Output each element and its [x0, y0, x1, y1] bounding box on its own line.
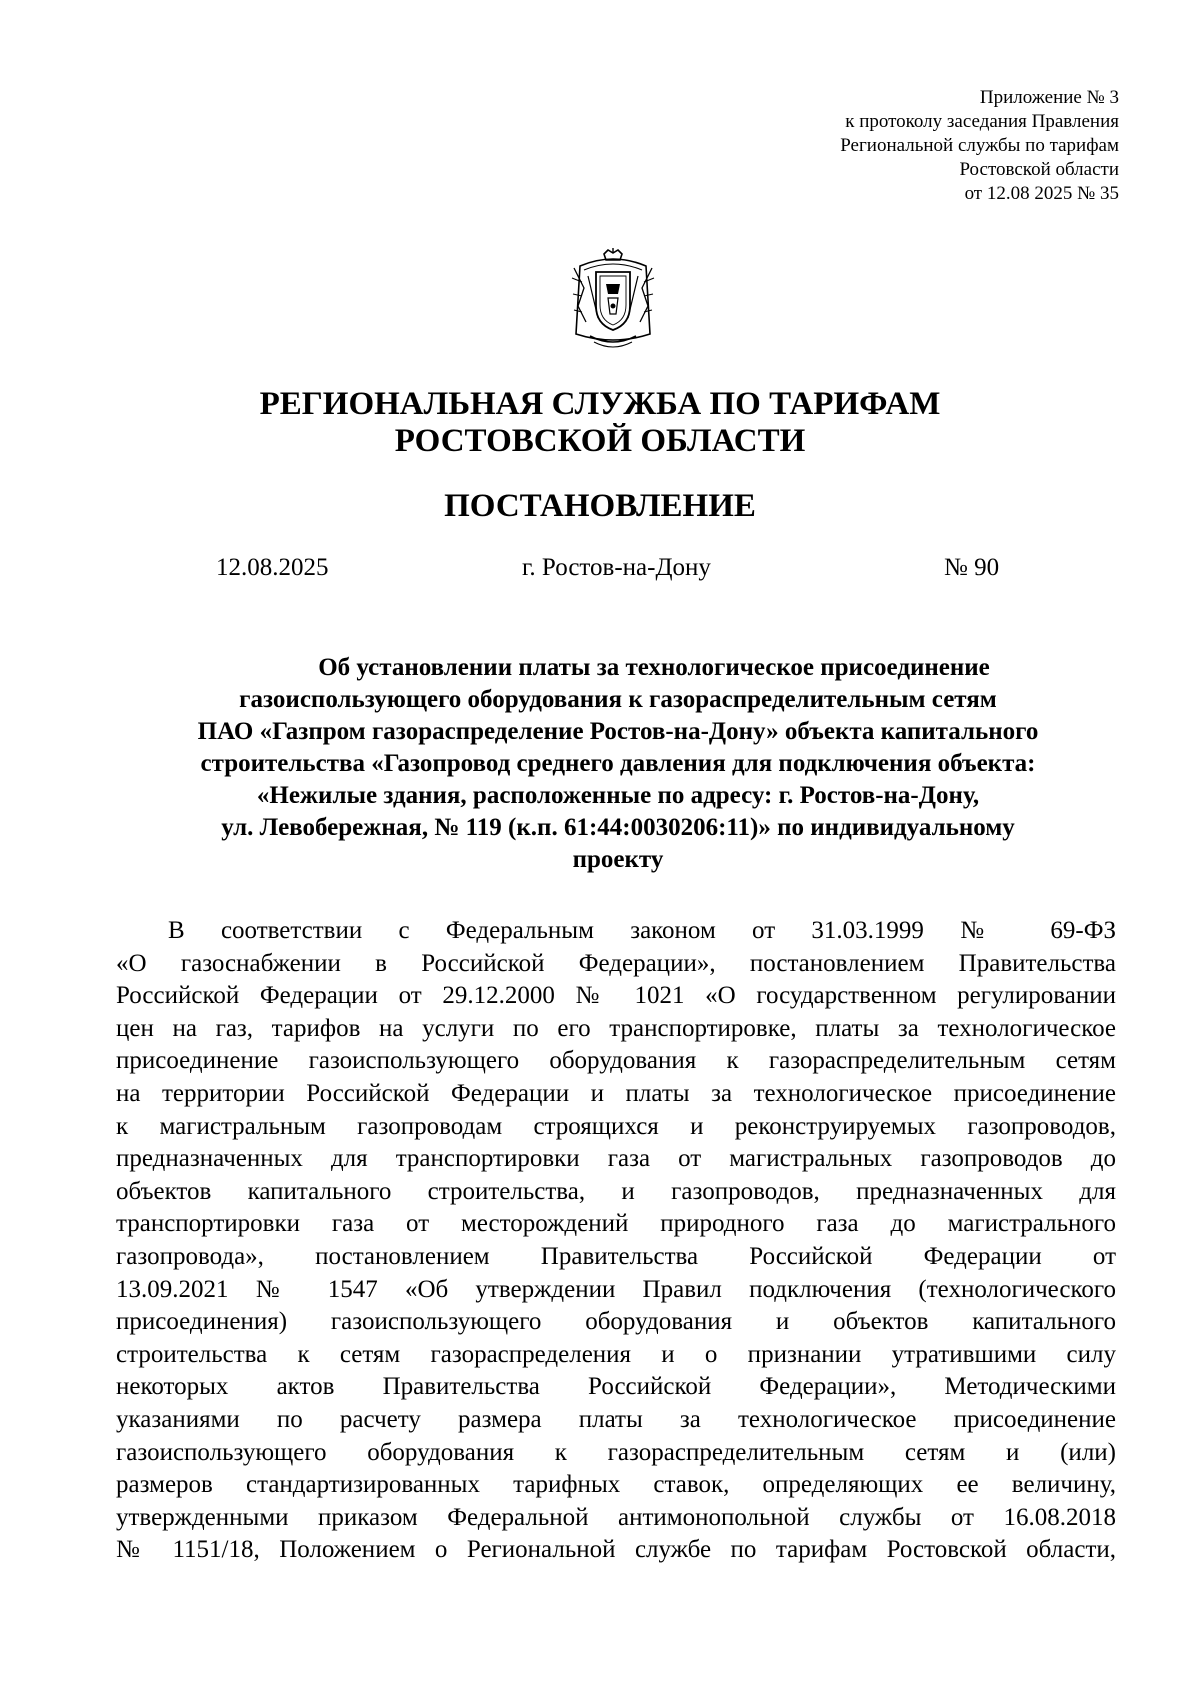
body-line: размеров стандартизированных тарифных ставок, определяющих ее величину,: [116, 1471, 1116, 1499]
appendix-line: Региональной службы по тарифам: [840, 135, 1119, 156]
appendix-note: [840, 86, 1119, 206]
document-subject: [120, 652, 1116, 876]
body-line: строительства к сетям газораспределения и о признании утратившими силу: [116, 1340, 1116, 1368]
body-line: к магистральным газопроводам строящихся и реконструируемых газопроводов,: [116, 1112, 1116, 1140]
body-line: «О газоснабжении в Российской Федерации», постановлением Правительства: [116, 949, 1116, 977]
body-line: В соответствии с Федеральным законом от 31.03.1999 № 69-ФЗ: [168, 917, 1116, 944]
body-line: некоторых актов Правительства Российской Федерации», Методическими: [116, 1373, 1116, 1401]
subject-line: проекту: [572, 846, 664, 873]
subject-line: Об установлении платы за технологическое присоединение: [318, 654, 990, 681]
subject-line: ПАО «Газпром газораспределение Ростов-на-Дону» объекта капитального: [197, 718, 1039, 745]
document-date: 12.08.2025: [216, 554, 329, 581]
body-line: на территории Российской Федерации и платы за технологическое присоединение: [116, 1079, 1116, 1107]
body-line: газопровода», постановлением Правительства Российской Федерации от: [116, 1242, 1116, 1270]
appendix-line: от 12.08 2025 № 35: [964, 183, 1119, 204]
appendix-line: Приложение № 3: [979, 87, 1119, 108]
subject-line: газоиспользующего оборудования к газораспределительным сетям: [239, 686, 997, 713]
document-type-heading: ПОСТАНОВЛЕНИЕ: [444, 488, 756, 524]
appendix-line: Ростовской области: [959, 159, 1119, 180]
document-city: г. Ростов-на-Дону: [522, 554, 711, 581]
body-line: объектов капитального строительства, и газопроводов, предназначенных для: [116, 1177, 1116, 1205]
body-line: 13.09.2021 № 1547 «Об утверждении Правил подключения (технологического: [116, 1275, 1116, 1303]
organization-line: РОСТОВСКОЙ ОБЛАСТИ: [394, 423, 806, 459]
body-line: Российской Федерации от 29.12.2000 № 1021 «О государственном регулировании: [116, 982, 1116, 1010]
body-paragraph: [116, 915, 1116, 1567]
organization-name: [0, 386, 1200, 460]
body-line: транспортировки газа от месторождений природного газа до магистрального: [116, 1210, 1116, 1238]
appendix-line: к протоколу заседания Правления: [845, 111, 1119, 132]
organization-line: РЕГИОНАЛЬНАЯ СЛУЖБА ПО ТАРИФАМ: [259, 386, 941, 422]
document-number: № 90: [944, 554, 1000, 581]
body-line: предназначенных для транспортировки газа от магистральных газопроводов до: [116, 1145, 1116, 1173]
subject-line: «Нежилые здания, расположенные по адресу: г. Ростов-на-Дону,: [256, 782, 980, 809]
body-line: указаниями по расчету размера платы за технологическое присоединение: [116, 1405, 1116, 1433]
body-line: газоиспользующего оборудования к газораспределительным сетям и (или): [116, 1438, 1116, 1466]
subject-line: ул. Левобережная, № 119 (к.п. 61:44:0030206:11)» по индивидуальному: [221, 814, 1015, 841]
subject-line: строительства «Газопровод среднего давления для подключения объекта:: [200, 750, 1036, 777]
body-line: утвержденными приказом Федеральной антимонопольной службы от 16.08.2018: [116, 1503, 1116, 1531]
body-line: присоединения) газоиспользующего оборудования и объектов капитального: [116, 1308, 1116, 1336]
coat-of-arms-icon: [570, 248, 656, 352]
body-line: присоединение газоиспользующего оборудования к газораспределительным сетям: [116, 1047, 1116, 1075]
body-line: цен на газ, тарифов на услуги по его транспортировке, платы за технологическое: [116, 1014, 1116, 1042]
body-line: № 1151/18, Положением о Региональной службе по тарифам Ростовской области,: [116, 1536, 1116, 1564]
